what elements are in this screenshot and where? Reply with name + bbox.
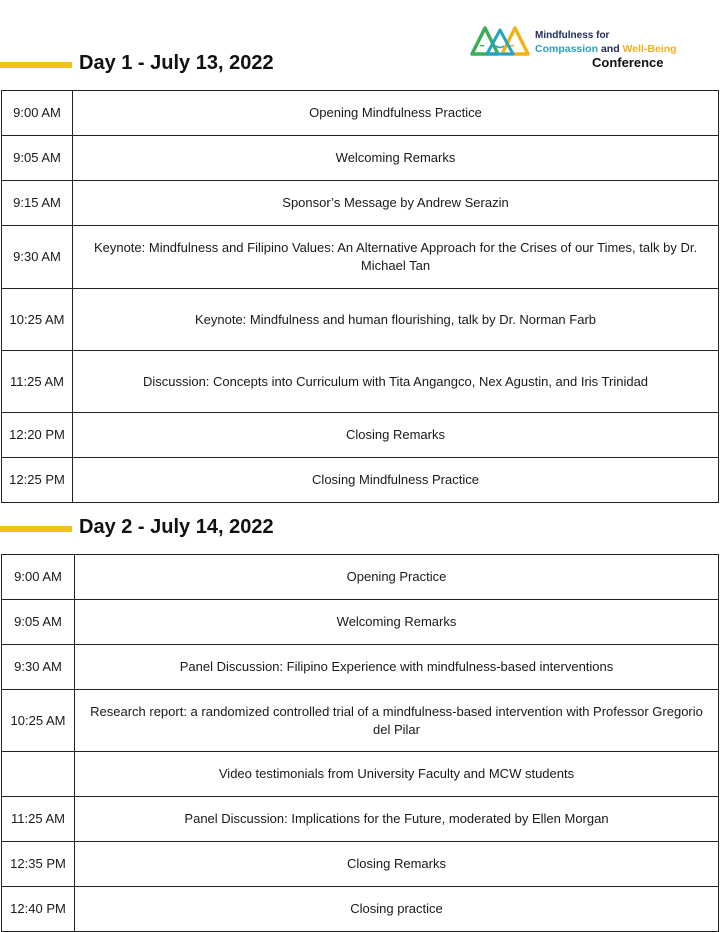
event-cell: Panel Discussion: Filipino Experience with mindfulness-based interventions [75, 645, 719, 690]
table-row [2, 91, 719, 136]
time-cell: 10:25 AM [2, 690, 75, 752]
table-row [2, 797, 719, 842]
time-cell: 12:40 PM [2, 887, 75, 932]
event-cell: Closing Remarks [75, 842, 719, 887]
time-cell: 9:00 AM [2, 91, 73, 136]
event-cell: Closing practice [75, 887, 719, 932]
day-2-schedule-table [1, 554, 719, 932]
time-cell: 9:30 AM [2, 226, 73, 289]
event-cell: Discussion: Concepts into Curriculum with Tita Angangco, Nex Agustin, and Iris Trinidad [73, 351, 719, 413]
table-row [2, 887, 719, 932]
logo-word-wellbeing: Well-Being [622, 43, 677, 55]
day-2-header [0, 514, 720, 544]
day-2-accent-bar [0, 526, 72, 532]
table-row [2, 181, 719, 226]
event-cell: Keynote: Mindfulness and Filipino Values: An Alternative Approach for the Crises of our Times, talk by Dr. Michael Tan [73, 226, 719, 289]
event-cell: Research report: a randomized controlled trial of a mindfulness-based intervention with Professor Gregorio del Pilar [75, 690, 719, 752]
time-cell: 11:25 AM [2, 797, 75, 842]
event-cell: Closing Remarks [73, 413, 719, 458]
table-row [2, 600, 719, 645]
table-row [2, 690, 719, 752]
logo-word-compassion: Compassion [535, 43, 599, 55]
day-1-title: Day 1 - July 13, 2022 [79, 52, 274, 74]
event-cell: Opening Practice [75, 555, 719, 600]
logo-line-3: Conference [592, 55, 664, 70]
event-cell: Keynote: Mindfulness and human flourishing, talk by Dr. Norman Farb [73, 289, 719, 351]
day-1-schedule-table [1, 90, 719, 503]
table-row [2, 842, 719, 887]
logo-word-and: and [600, 43, 620, 55]
event-cell: Closing Mindfulness Practice [73, 458, 719, 503]
time-cell: 11:25 AM [2, 351, 73, 413]
event-cell: Welcoming Remarks [73, 136, 719, 181]
event-cell: Sponsor’s Message by Andrew Serazin [73, 181, 719, 226]
table-row [2, 226, 719, 289]
table-row [2, 645, 719, 690]
logo-line-1: Mindfulness for [535, 30, 610, 41]
table-row [2, 351, 719, 413]
table-row [2, 458, 719, 503]
table-row [2, 413, 719, 458]
time-cell: 12:35 PM [2, 842, 75, 887]
table-row [2, 752, 719, 797]
time-cell: 12:25 PM [2, 458, 73, 503]
event-cell: Opening Mindfulness Practice [73, 91, 719, 136]
time-cell: 12:20 PM [2, 413, 73, 458]
day-1-header [0, 50, 720, 80]
event-cell: Welcoming Remarks [75, 600, 719, 645]
day-1-accent-bar [0, 62, 72, 68]
time-cell: 9:05 AM [2, 600, 75, 645]
event-cell: Panel Discussion: Implications for the Future, moderated by Ellen Morgan [75, 797, 719, 842]
day-2-title: Day 2 - July 14, 2022 [79, 516, 274, 538]
table-row [2, 289, 719, 351]
time-cell: 9:30 AM [2, 645, 75, 690]
event-cell: Video testimonials from University Faculty and MCW students [75, 752, 719, 797]
time-cell: 9:05 AM [2, 136, 73, 181]
time-cell: 10:25 AM [2, 289, 73, 351]
time-cell: 9:00 AM [2, 555, 75, 600]
time-cell [2, 752, 75, 797]
time-cell: 9:15 AM [2, 181, 73, 226]
table-row [2, 136, 719, 181]
table-row [2, 555, 719, 600]
